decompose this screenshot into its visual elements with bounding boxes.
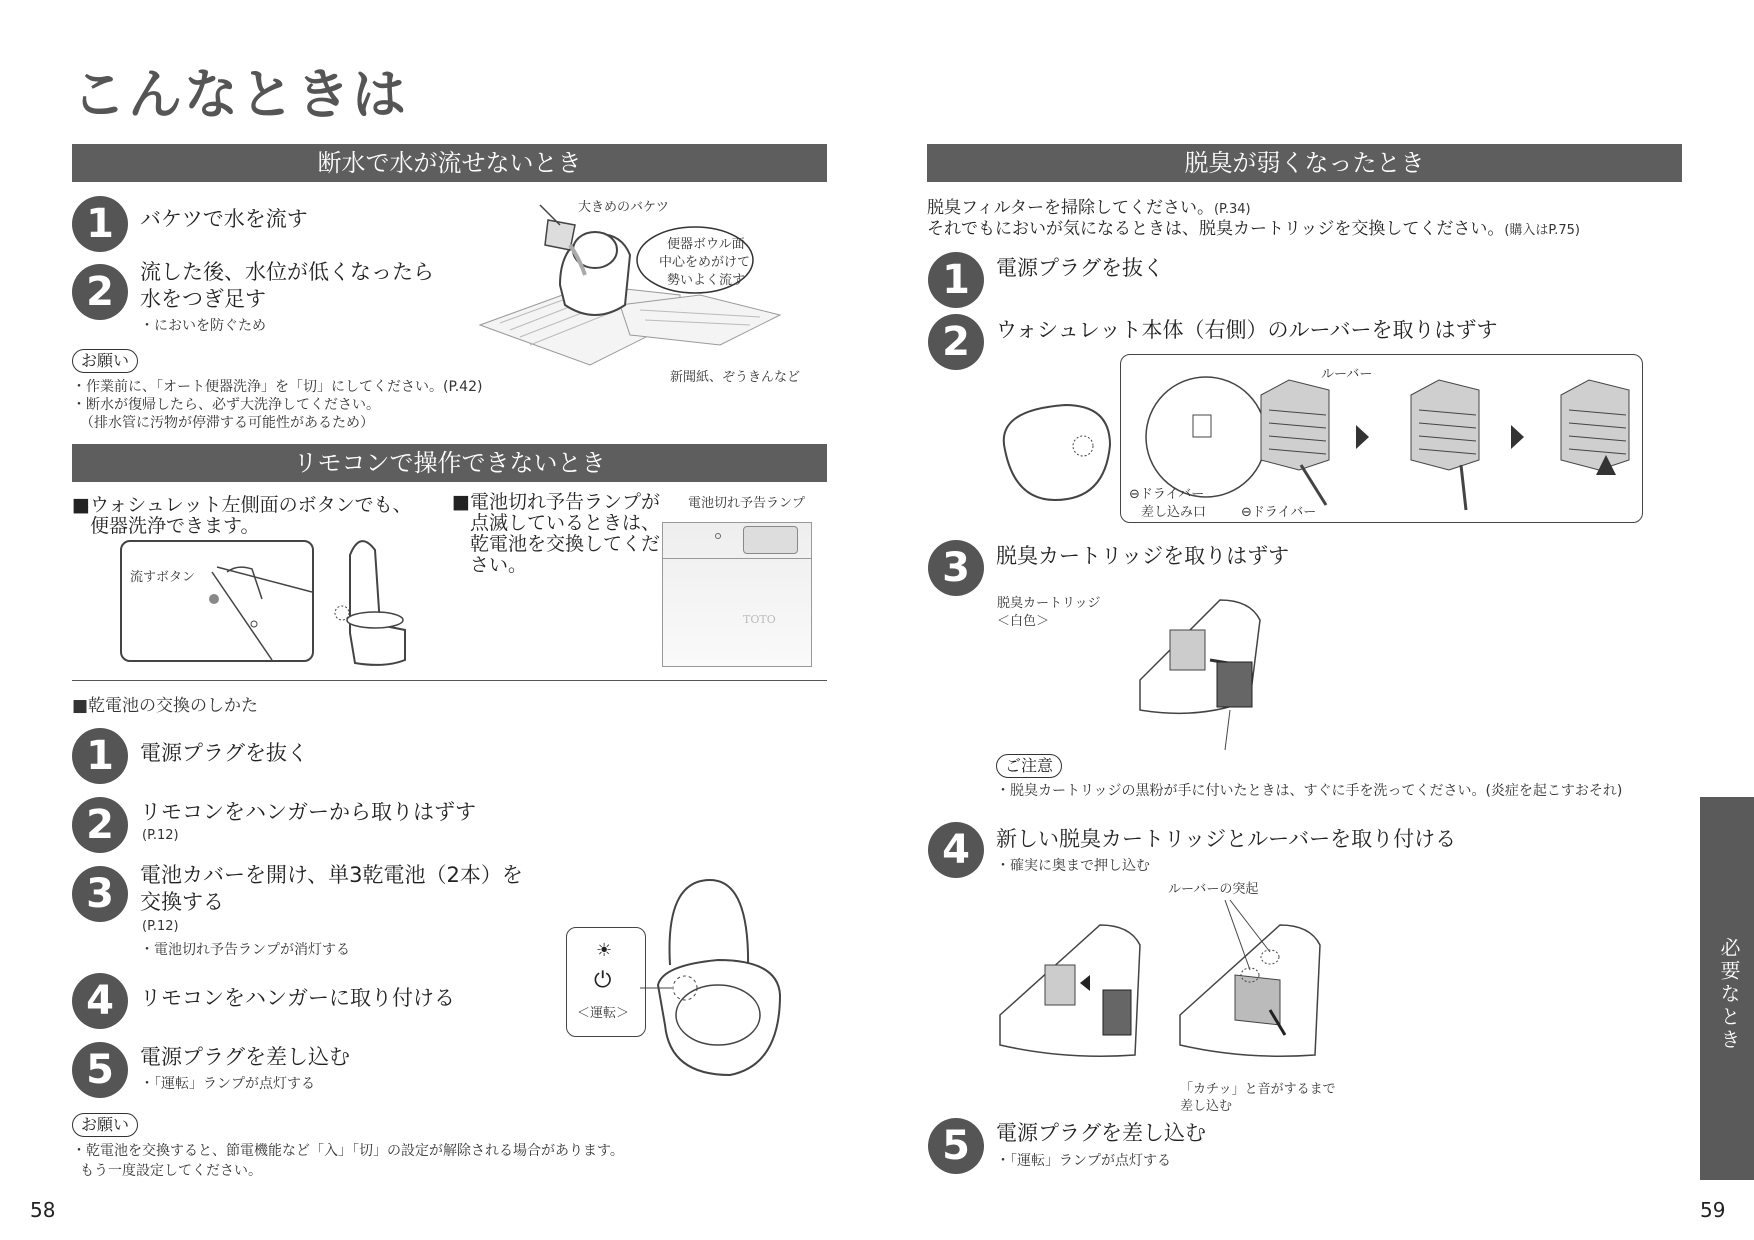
battery-heading: ■乾電池の交換のしかた: [72, 696, 259, 716]
step-text: 水をつぎ足す: [140, 287, 266, 311]
item-text: ■電池切れ予告ランプが: [452, 491, 660, 513]
item-text: 便器洗浄できます。: [90, 515, 260, 537]
step-text: 流した後、水位が低くなったら: [140, 260, 434, 284]
page-number: 59: [1700, 1198, 1726, 1222]
step-note: ・「運転」ランプが点灯する: [996, 1153, 1171, 1169]
step-text: 新しい脱臭カートリッジとルーバーを取り付ける: [996, 827, 1457, 851]
side-tab-label: 必要なとき: [1717, 937, 1741, 1052]
unten-label: ＜運転＞: [577, 1006, 630, 1021]
step-number: 3: [928, 540, 984, 596]
note-line: ・作業前に、「オート便器洗浄」を「切」にしてください。(P.42): [72, 379, 483, 395]
step-number: 1: [72, 196, 128, 252]
step-text: バケツで水を流す: [140, 207, 308, 231]
intro-line: [927, 214, 1580, 239]
page-ref: (P.12): [142, 828, 179, 843]
step-text: 電源プラグを抜く: [140, 741, 308, 765]
step-note: ・においを防ぐため: [140, 318, 266, 334]
bubble-line: 勢いよく流す: [667, 273, 746, 288]
intro-text: 脱臭フィルターを掃除してください。: [927, 198, 1214, 218]
item-text: 点滅しているときは、: [470, 512, 661, 534]
bubble-line: 便器ボウル面: [667, 237, 745, 252]
note-line: （排水管に汚物が停滞する可能性があるため）: [80, 415, 374, 431]
step-text: ウォシュレット本体（右側）のルーバーを取りはずす: [996, 318, 1498, 342]
page-ref: (購入はP.75): [1504, 223, 1580, 238]
remote-brand: TOTO: [743, 613, 776, 626]
onegai-label: お願い: [72, 1113, 138, 1137]
step-text: 電源プラグを抜く: [996, 256, 1164, 280]
section-header-deodorize: 脱臭が弱くなったとき: [927, 144, 1682, 182]
bucket-label: 大きめのバケツ: [578, 200, 669, 215]
caution-note: ・脱臭カートリッジの黒粉が手に付いたときは、すぐに手を洗ってください。(炎症を起こすおそれ): [996, 783, 1623, 799]
item-text: ■ウォシュレット左側面のボタンでも、: [72, 494, 412, 516]
page-ref: (P.12): [142, 919, 179, 934]
step-number: 1: [72, 728, 128, 784]
louver-tab-label: ルーバーの突起: [1168, 882, 1259, 897]
remote-control-illustration: [662, 522, 812, 667]
step-number: 2: [928, 314, 984, 370]
step-text: 交換する: [140, 890, 224, 914]
step-note: ・電池切れ予告ランプが消灯する: [140, 942, 350, 958]
step-text: 電源プラグを差し込む: [996, 1121, 1206, 1145]
step-text: リモコンをハンガーから取りはずす: [140, 800, 476, 824]
power-icon: ⏻: [594, 968, 612, 993]
note-line: ・乾電池を交換すると、節電機能など「入」「切」の設定が解除される場合があります。: [72, 1143, 624, 1159]
bucket-flush-illustration: [470, 195, 810, 385]
step-text: 電池カバーを開け、単3乾電池（2本）を: [140, 863, 523, 887]
louver-removal-panel: [1120, 354, 1643, 523]
item-text: 乾電池を交換してくだ: [470, 533, 661, 555]
note-line: もう一度設定してください。: [80, 1163, 262, 1179]
divider: [72, 680, 827, 681]
page-number: 58: [30, 1198, 56, 1222]
step-number: 3: [72, 866, 128, 922]
toilet-side-illustration: [330, 535, 410, 665]
flush-button-label: 流すボタン: [130, 570, 196, 585]
note-line: ・断水が復帰したら、必ず大洗浄してください。: [72, 397, 380, 413]
step-number: 2: [72, 797, 128, 853]
bubble-line: 中心をめがけて: [659, 255, 751, 270]
step-text: 脱臭カートリッジを取りはずす: [996, 544, 1290, 568]
click-note: 「カチッ」と音がするまで: [1180, 1082, 1336, 1097]
step-number: 4: [72, 973, 128, 1029]
section-header-no-water: 断水で水が流せないとき: [72, 144, 827, 182]
paper-label: 新聞紙、ぞうきんなど: [670, 370, 801, 385]
page-title: こんなときは: [72, 63, 408, 126]
onegai-label: お願い: [72, 349, 138, 373]
step-note: ・確実に奥まで押し込む: [996, 858, 1150, 874]
step-number: 5: [928, 1118, 984, 1174]
item-text: さい。: [470, 554, 528, 576]
driver-slot-label: 差し込み口: [1141, 505, 1207, 520]
step-number: 2: [72, 264, 128, 320]
page-ref: (P.34): [1213, 202, 1251, 217]
cartridge-install-illustration: [995, 895, 1315, 1075]
step-number: 5: [72, 1042, 128, 1098]
cartridge-removal-illustration: [1130, 590, 1265, 750]
cartridge-label: 脱臭カートリッジ: [997, 596, 1101, 611]
section-header-remote: リモコンで操作できないとき: [72, 444, 827, 482]
louver-label: ルーバー: [1321, 367, 1373, 382]
washlet-illustration: [995, 400, 1105, 510]
driver-slot-label: ⊖ドライバー: [1129, 487, 1205, 502]
side-tab: [1700, 797, 1754, 1180]
click-note: 差し込む: [1180, 1099, 1233, 1114]
step-note: ・「運転」ランプが点灯する: [140, 1076, 315, 1092]
lamp-label: 電池切れ予告ランプ: [688, 496, 806, 511]
caution-label: ご注意: [996, 754, 1062, 778]
step-text: 電源プラグを差し込む: [140, 1045, 350, 1069]
flush-button-closeup: [120, 540, 314, 662]
step-number: 1: [928, 252, 984, 308]
cartridge-label: ＜白色＞: [997, 614, 1050, 629]
driver-label: ⊖ドライバー: [1241, 505, 1317, 520]
lamp-icon: ☀: [596, 940, 613, 961]
step-number: 4: [928, 822, 984, 878]
intro-text: それでもにおいが気になるときは、脱臭カートリッジを交換してください。: [927, 219, 1505, 239]
toilet-illustration: [650, 875, 790, 1075]
step-text: リモコンをハンガーに取り付ける: [140, 986, 455, 1010]
unten-lamp-closeup: [566, 927, 646, 1037]
